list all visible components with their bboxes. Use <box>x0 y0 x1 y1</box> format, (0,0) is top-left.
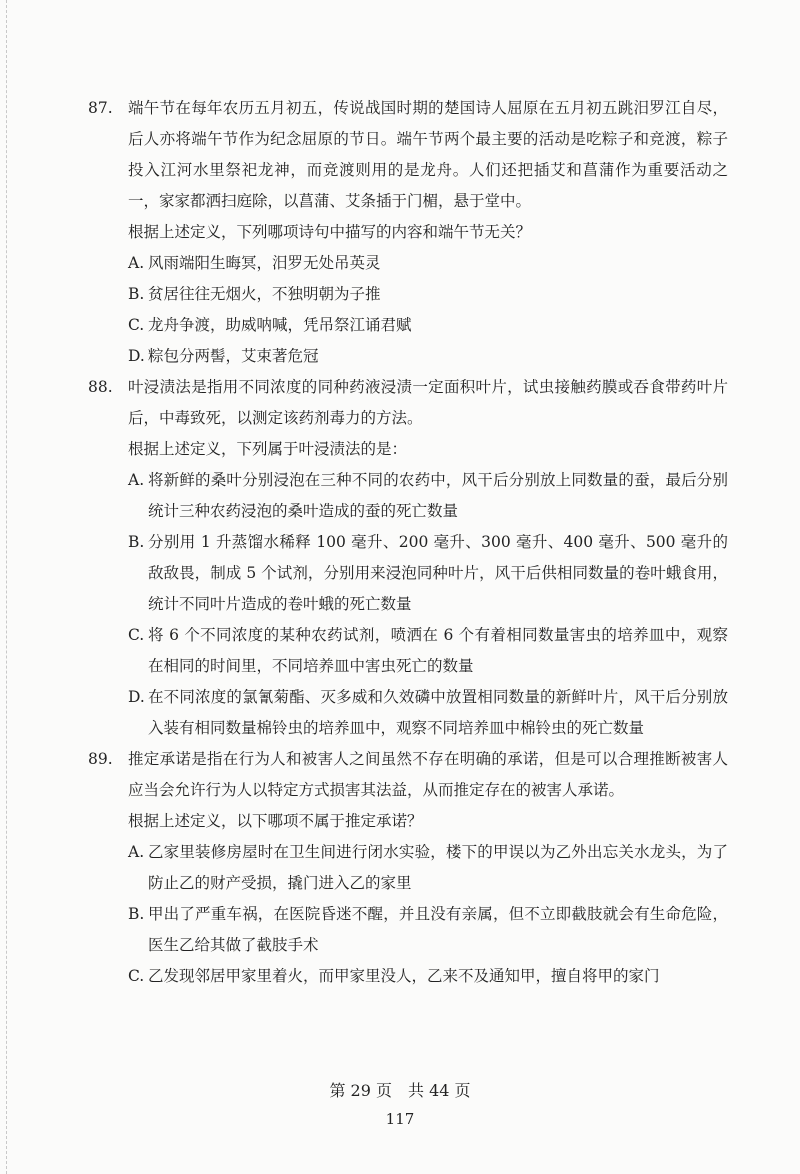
question-prompt: 根据上述定义，下列哪项诗句中描写的内容和端午节无关？ <box>128 223 532 241</box>
option-b <box>128 279 728 310</box>
option-text: 乙发现邻居甲家里着火，而甲家里没人，乙来不及通知甲，擅自将甲的家门 <box>148 967 660 985</box>
option-letter: A. <box>128 843 145 861</box>
option-letter: C. <box>128 967 145 985</box>
option-c <box>128 310 728 341</box>
option-text: 贫居往往无烟火，不独明朝为子推 <box>148 285 381 303</box>
page-number: 117 <box>385 1110 415 1128</box>
option-text: 将新鲜的桑叶分别浸泡在三种不同的农药中，风干后分别放上同数量的蚕，最后分别统计三种农药浸泡的桑叶造成的蚕的死亡数量 <box>148 471 728 520</box>
option-d <box>128 341 728 372</box>
option-text: 分别用 1 升蒸馏水稀释 100 毫升、200 毫升、300 毫升、400 毫升、500 毫升的敌敌畏，制成 5 个试剂，分别用来浸泡同种叶片，风干后供相同数量的卷叶蛾食用，统计不同叶片造成的卷叶蛾的死亡数量 <box>148 533 728 613</box>
option-text: 乙家里装修房屋时在卫生间进行闭水实验，楼下的甲误以为乙外出忘关水龙头，为了防止乙的财产受损，撬门进入乙的家里 <box>148 843 728 892</box>
question-87 <box>88 93 728 372</box>
page-label: 第 29 页 共 44 页 <box>329 1081 471 1100</box>
option-d <box>128 682 728 744</box>
option-letter: B. <box>128 533 145 551</box>
option-text: 龙舟争渡，助威呐喊，凭吊祭江诵君赋 <box>148 316 412 334</box>
question-number: 88. <box>88 378 113 396</box>
option-letter: C. <box>128 316 145 334</box>
question-89 <box>88 744 728 992</box>
option-letter: B. <box>128 905 145 923</box>
question-number: 87. <box>88 99 113 117</box>
question-number: 89. <box>88 750 113 768</box>
document-body <box>88 93 728 992</box>
option-text: 将 6 个不同浓度的某种农药试剂，喷洒在 6 个有着相同数量害虫的培养皿中，观察在相同的时间里，不同培养皿中害虫死亡的数量 <box>148 626 728 675</box>
option-text: 风雨端阳生晦冥，汨罗无处吊英灵 <box>148 254 381 272</box>
option-c <box>128 620 728 682</box>
option-c <box>128 961 728 992</box>
option-letter: B. <box>128 285 145 303</box>
option-a <box>128 465 728 527</box>
option-text: 在不同浓度的氯氰菊酯、灭多威和久效磷中放置相同数量的新鲜叶片，风干后分别放入装有相同数量棉铃虫的培养皿中，观察不同培养皿中棉铃虫的死亡数量 <box>148 688 728 737</box>
option-b <box>128 527 728 620</box>
question-stem: 端午节在每年农历五月初五，传说战国时期的楚国诗人屈原在五月初五跳汨罗江自尽，后人亦将端午节作为纪念屈原的节日。端午节两个最主要的活动是吃粽子和竞渡，粽子投入江河水里祭祀龙神，而竞渡则用的是龙舟。人们还把插艾和菖蒲作为重要活动之一，家家都洒扫庭除，以菖蒲、艾条插于门楣，悬于堂中。 <box>128 99 728 210</box>
option-a <box>128 837 728 899</box>
option-a <box>128 248 728 279</box>
question-prompt: 根据上述定义，下列属于叶浸渍法的是： <box>128 440 408 458</box>
binding-line <box>6 0 8 1174</box>
option-b <box>128 899 728 961</box>
question-stem: 叶浸渍法是指用不同浓度的同种药液浸渍一定面积叶片，试虫接触药膜或吞食带药叶片后，中毒致死，以测定该药剂毒力的方法。 <box>128 378 728 427</box>
option-text: 粽包分两髻，艾束著危冠 <box>148 347 319 365</box>
question-88 <box>88 372 728 744</box>
question-prompt: 根据上述定义，以下哪项不属于推定承诺？ <box>128 812 423 830</box>
option-letter: A. <box>128 254 145 272</box>
question-stem: 推定承诺是指在行为人和被害人之间虽然不存在明确的承诺，但是可以合理推断被害人应当会允许行为人以特定方式损害其法益，从而推定存在的被害人承诺。 <box>128 750 728 799</box>
option-letter: D. <box>128 347 145 365</box>
option-letter: D. <box>128 688 145 706</box>
option-letter: A. <box>128 471 145 489</box>
option-letter: C. <box>128 626 145 644</box>
option-text: 甲出了严重车祸，在医院昏迷不醒，并且没有亲属，但不立即截肢就会有生命危险，医生乙给其做了截肢手术 <box>148 905 728 954</box>
